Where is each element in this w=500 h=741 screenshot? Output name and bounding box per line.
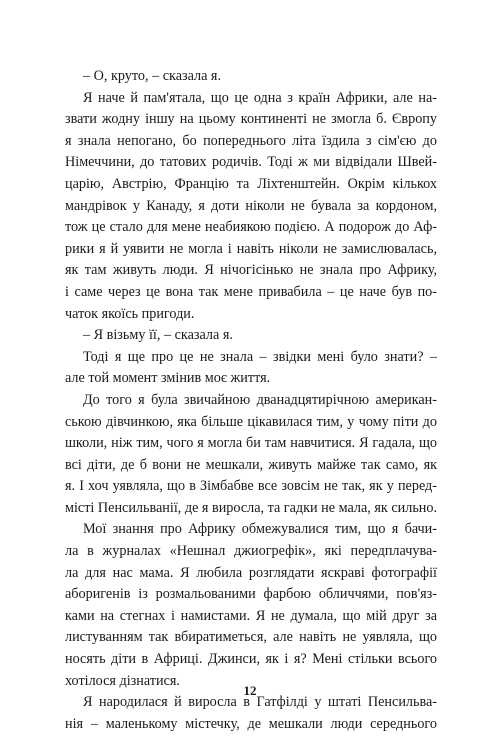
text-line: – Я візьму її, – сказала я. — [83, 327, 233, 344]
text-line: рики я й уявити не могла і навіть ніколи не замислювалась, — [65, 240, 437, 257]
dialogue-paragraph-2 — [65, 325, 437, 347]
text-line: носять діти в Африці. Джинси, як і я? Мені стільки всього — [65, 651, 437, 668]
text-line: мандрівок у Канаду, я доти ніколи не бувала за кордоном, — [65, 197, 437, 214]
text-line: і саме через це вона так мене привабила – це наче був по- — [65, 283, 437, 300]
text-line: тож це стало для мене неабиякою подією. А подорож до Аф- — [65, 219, 437, 236]
text-line: До того я була звичайною дванадцятирічною американ- — [83, 391, 437, 408]
body-paragraph-4 — [65, 519, 437, 692]
text-line: хотілося дізнатися. — [65, 672, 180, 689]
text-line: Я народилася й виросла в Гатфілді у штаті Пенсильва- — [83, 694, 437, 711]
body-paragraph-1 — [65, 88, 437, 326]
text-line: аборигенів із розмальованими фарбою обличчями, пов'яз- — [65, 586, 437, 603]
text-line: ла для нас мама. Я любила розглядати яскраві фотографії — [65, 564, 437, 581]
book-page-text — [65, 66, 437, 735]
body-paragraph-2 — [65, 347, 437, 390]
text-line: нія – маленькому містечку, де мешкали люди середнього — [65, 715, 437, 732]
text-line: царію, Австрію, Францію та Ліхтенштейн. Окрім кількох — [65, 175, 437, 192]
text-line: Тоді я ще про це не знала – звідки мені було знати? – — [83, 348, 437, 365]
text-line: школи, ніж тим, чого я могла би там навчитися. Я гадала, що — [65, 435, 437, 452]
body-paragraph-3 — [65, 390, 437, 520]
text-line: Німеччини, до татових родичів. Тоді ж ми відвідали Швей- — [65, 154, 437, 171]
text-line: листуванням так вбиратиметься, але навіть не уявляла, що — [65, 629, 437, 646]
text-line: ською дівчинкою, яка більше цікавилася тим, у чому піти до — [65, 413, 437, 430]
text-line: звати жодну іншу на цьому континенті не змогла б. Європу — [65, 111, 437, 128]
text-line: Мої знання про Африку обмежувалися тим, що я бачи- — [83, 521, 437, 538]
text-line: місті Пенсильванії, де я виросла, та гадки не мала, як сильно. — [65, 499, 438, 516]
text-line: я. І хоч уявляла, що в Зімбабве все зовсім не так, як у перед- — [65, 478, 437, 495]
text-line: всі діти, де б вони не мешкали, живуть майже так само, як — [65, 456, 437, 473]
text-line: чаток якоїсь пригоди. — [65, 305, 195, 322]
page-number: 12 — [243, 683, 257, 698]
text-line: – О, круто, – сказала я. — [83, 68, 222, 84]
text-line: ла в журналах «Нешнал джиогрефік», які передплачува- — [65, 543, 437, 560]
text-line: але той момент змінив моє життя. — [65, 370, 271, 387]
text-line: ками на стегнах і намистами. Я не думала, що мій друг за — [65, 607, 437, 624]
text-line: як там живуть люди. Я нічогісінько не знала про Африку, — [65, 262, 437, 279]
text-line: Я наче й пам'ятала, що це одна з країн Африки, але на- — [83, 89, 437, 106]
dialogue-paragraph-1 — [65, 66, 437, 88]
text-line: я знала непогано, бо попереднього літа їздила з сім'єю до — [65, 132, 437, 149]
